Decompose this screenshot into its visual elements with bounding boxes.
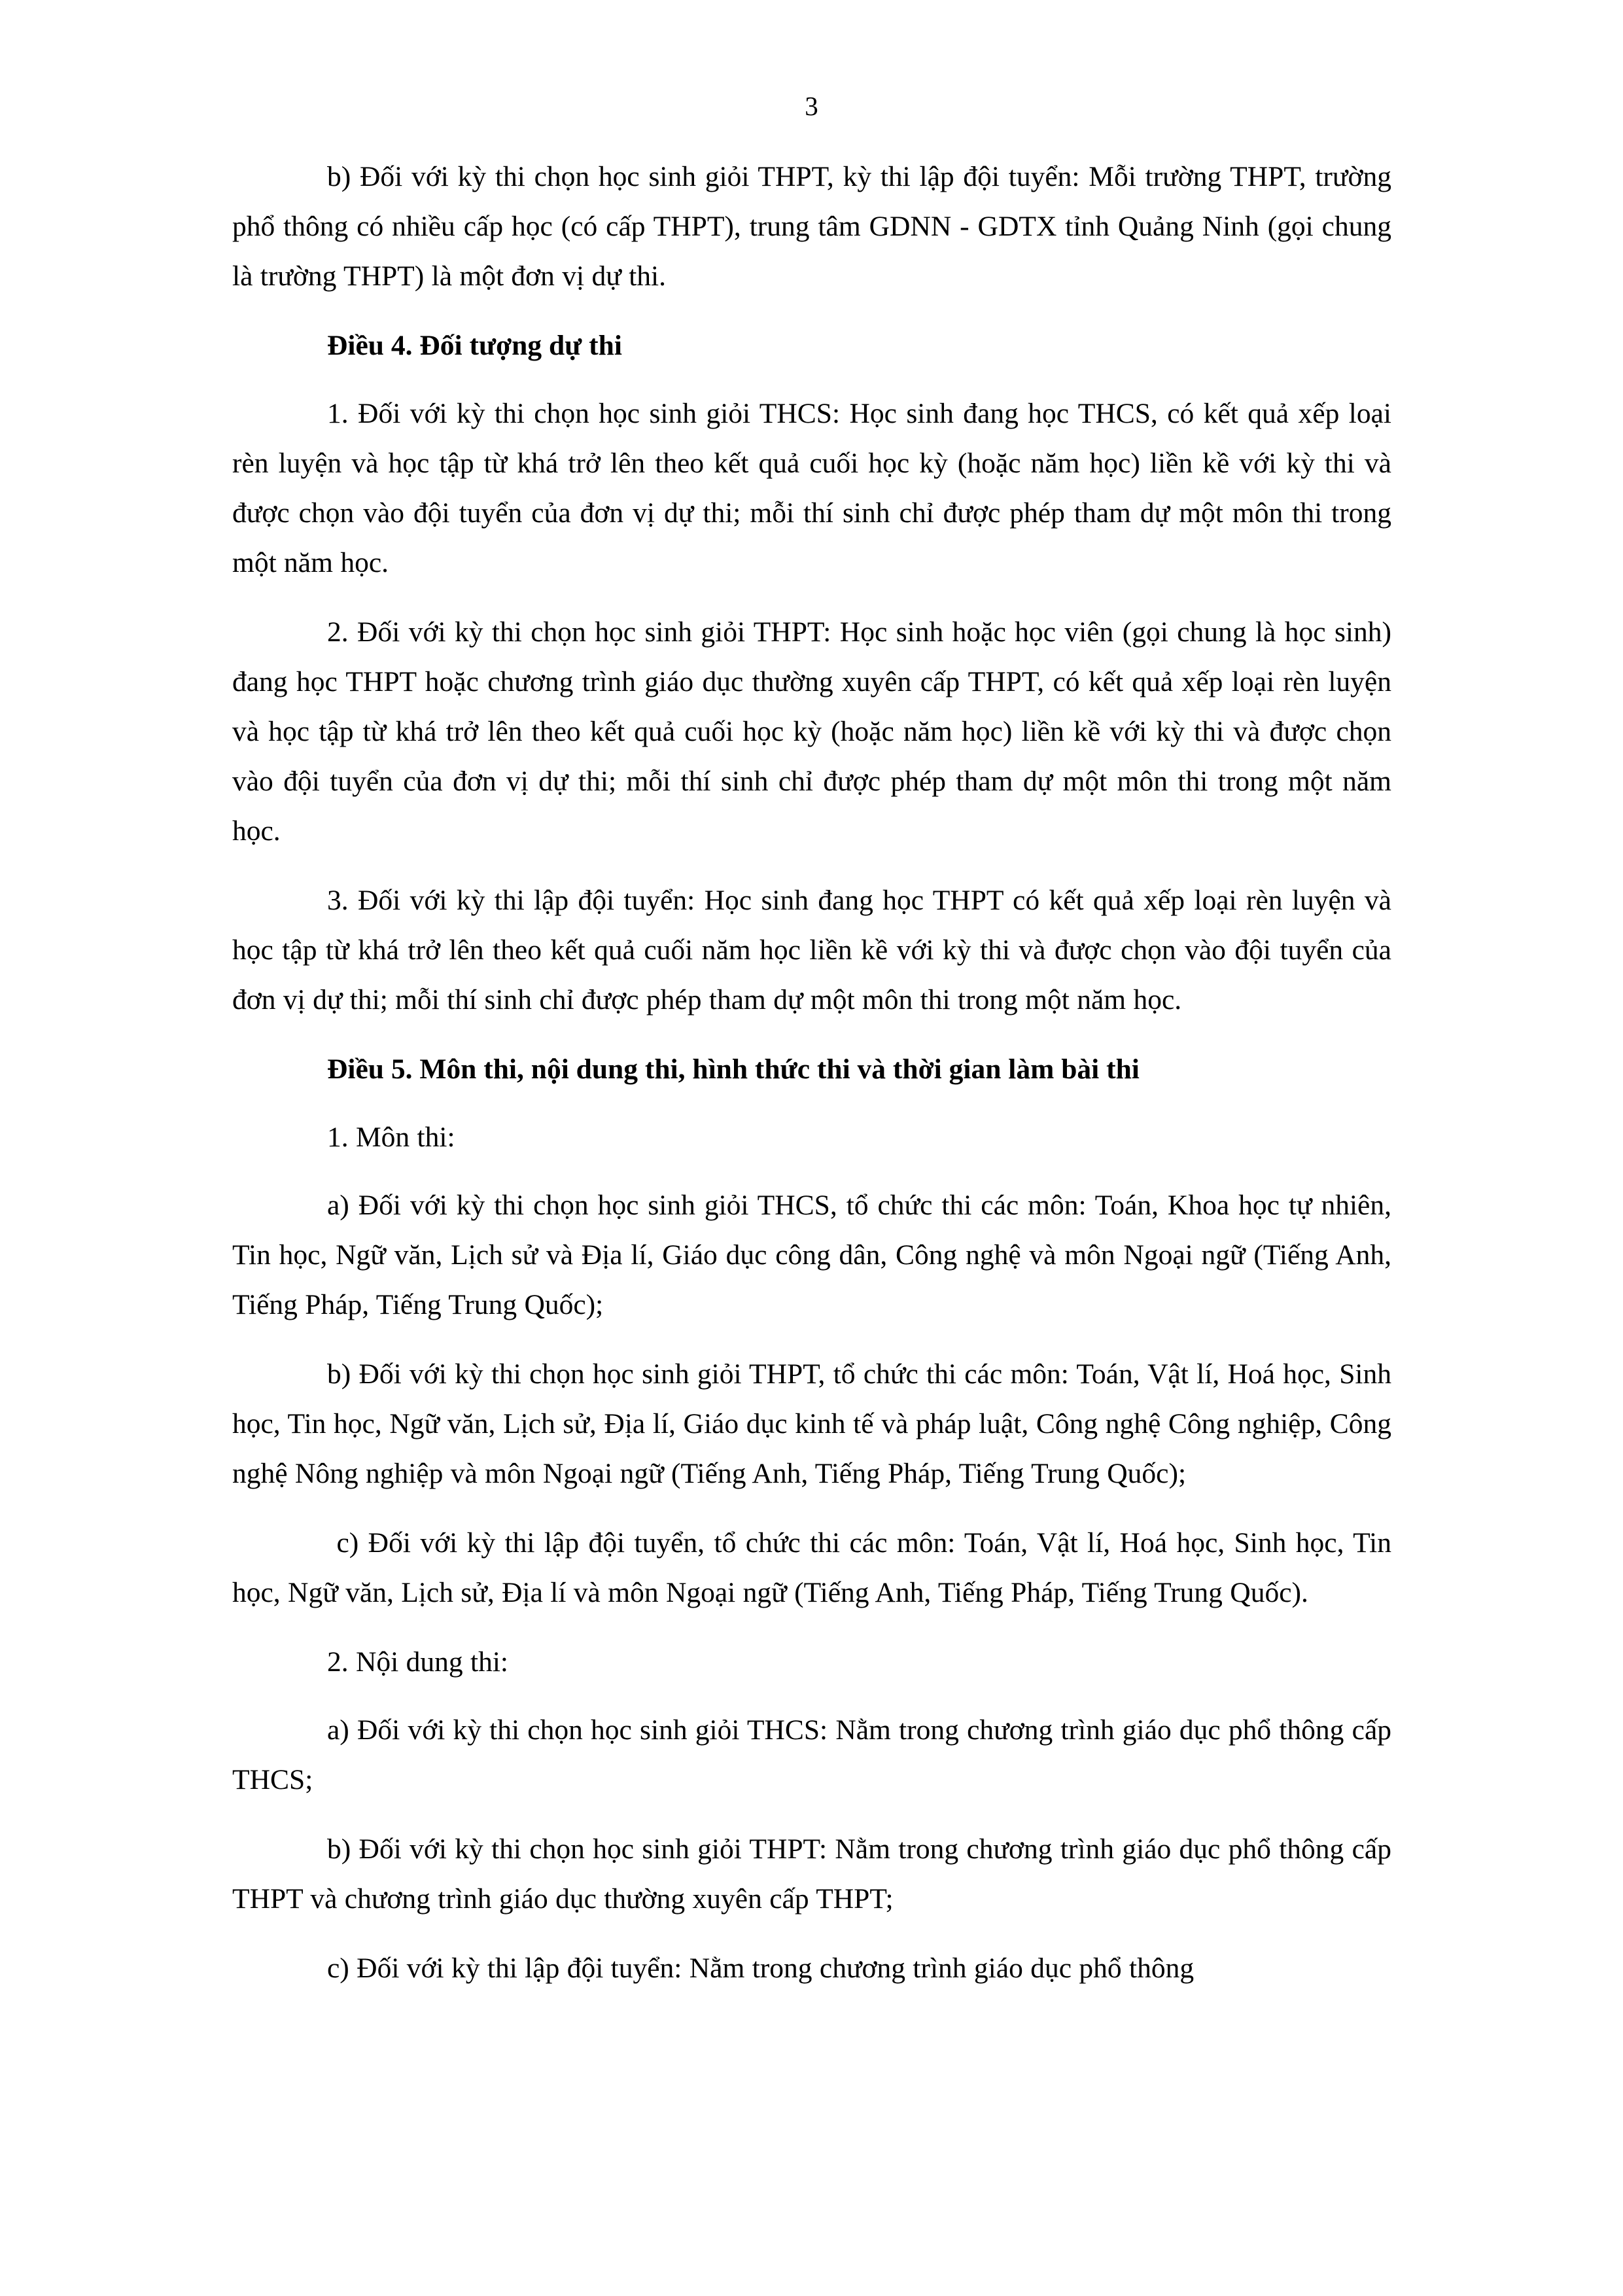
paragraph-dieu5-item-1c: c) Đối với kỳ thi lập đội tuyển, tổ chức thi các môn: Toán, Vật lí, Hoá học, Sinh học, Tin học, Ngữ văn, Lịch sử, Địa lí và môn Ngoại ngữ (Tiếng Anh, Tiếng Pháp, Tiếng Trung Quốc). — [232, 1527, 1399, 1608]
paragraph-dieu5-item-1: 1. Môn thi: — [327, 1122, 455, 1153]
paragraph-dieu5-item-2c: c) Đối với kỳ thi lập đội tuyển: Nằm trong chương trình giáo dục phổ thông — [327, 1952, 1195, 1984]
paragraph-spacer — [232, 370, 1391, 389]
paragraph-dieu5-item-2a: a) Đối với kỳ thi chọn học sinh giỏi THCS: Nằm trong chương trình giáo dục phổ thông cấp THCS; — [232, 1714, 1399, 1795]
document-body — [232, 152, 1399, 1993]
page-number: 3 — [805, 91, 818, 121]
paragraph-dieu5-item-1b: b) Đối với kỳ thi chọn học sinh giỏi THPT, tổ chức thi các môn: Toán, Vật lí, Hoá học, Sinh học, Tin học, Ngữ văn, Lịch sử, Địa lí, Giáo dục kinh tế và pháp luật, Công nghệ Công nghiệp, Công nghệ Nông nghiệp và môn Ngoại ngữ (Tiếng Anh, Tiếng Pháp, Tiếng Trung Quốc); — [232, 1358, 1399, 1489]
paragraph-dieu5-item-1a: a) Đối với kỳ thi chọn học sinh giỏi THCS, tổ chức thi các môn: Toán, Khoa học tự nhiên, Tin học, Ngữ văn, Lịch sử và Địa lí, Giáo dục công dân, Công nghệ và môn Ngoại ngữ (Tiếng Anh, Tiếng Pháp, Tiếng Trung Quốc); — [232, 1190, 1399, 1320]
paragraph-dieu3-b: b) Đối với kỳ thi chọn học sinh giỏi THPT, kỳ thi lập đội tuyển: Mỗi trường THPT, trường phổ thông có nhiều cấp học (có cấp THPT), trung tâm GDNN - GDTX tỉnh Quảng Ninh (gọi chung là trường THPT) là một đơn vị dự thi. — [232, 161, 1399, 292]
paragraph-dieu5-item-2b: b) Đối với kỳ thi chọn học sinh giỏi THPT: Nằm trong chương trình giáo dục phổ thông cấp THPT và chương trình giáo dục thường xuyên cấp THPT; — [232, 1833, 1399, 1915]
paragraph-dieu5-item-2: 2. Nội dung thi: — [327, 1646, 509, 1678]
paragraph-dieu4-item-2: 2. Đối với kỳ thi chọn học sinh giỏi THPT: Học sinh hoặc học viên (gọi chung là học sinh) đang học THPT hoặc chương trình giáo dục thường xuyên cấp THPT, có kết quả xếp loại rèn luyện và học tập từ khá trở lên theo kết quả cuối học kỳ (hoặc năm học) liền kề với kỳ thi và được chọn vào đội tuyển của đơn vị dự thi; mỗi thí sinh chỉ được phép tham dự một môn thi trong một năm học. — [232, 616, 1399, 847]
paragraph-spacer — [232, 1162, 1391, 1180]
paragraph-dieu4-item-1: 1. Đối với kỳ thi chọn học sinh giỏi THCS: Học sinh đang học THCS, có kết quả xếp loại rèn luyện và học tập từ khá trở lên theo kết quả cuối học kỳ (hoặc năm học) liền kề với kỳ thi và được chọn vào đội tuyển của đơn vị dự thi; mỗi thí sinh chỉ được phép tham dự một môn thi trong một năm học. — [232, 398, 1399, 578]
paragraph-spacer — [232, 1687, 1391, 1705]
paragraph-spacer — [232, 1498, 1391, 1518]
paragraph-spacer — [232, 1330, 1391, 1349]
paragraph-spacer — [232, 1617, 1391, 1637]
heading-dieu-5: Điều 5. Môn thi, nội dung thi, hình thức thi và thời gian làm bài thi — [327, 1053, 1140, 1085]
paragraph-spacer — [232, 1924, 1391, 1943]
paragraph-spacer — [232, 588, 1391, 607]
paragraph-spacer — [232, 1094, 1391, 1112]
paragraph-spacer — [232, 856, 1391, 875]
paragraph-dieu4-item-3: 3. Đối với kỳ thi lập đội tuyển: Học sinh đang học THPT có kết quả xếp loại rèn luyện và học tập từ khá trở lên theo kết quả cuối năm học liền kề với kỳ thi và được chọn vào đội tuyển của đơn vị dự thi; mỗi thí sinh chỉ được phép tham dự một môn thi trong một năm học. — [232, 885, 1399, 1016]
paragraph-spacer — [232, 301, 1391, 321]
heading-dieu-4: Điều 4. Đối tượng dự thi — [327, 330, 622, 361]
paragraph-spacer — [232, 1025, 1391, 1044]
paragraph-spacer — [232, 1805, 1391, 1824]
